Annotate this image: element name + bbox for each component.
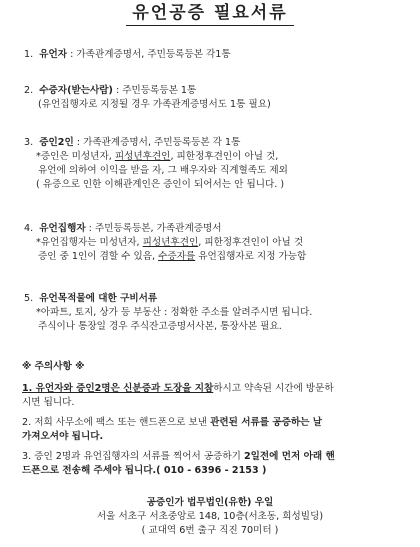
text-run: 수증자를: [158, 251, 196, 262]
text-run: *증인은 미성년자,: [36, 151, 115, 162]
text-run: [24, 236, 412, 250]
text-run: 3. 증인 2명과 유언집행자의 서류를 찍어서 공증하기: [22, 451, 244, 462]
text-run: , 피한정후견인이 아닐 것: [198, 237, 304, 248]
office-directions: ( 교대역 6번 출구 직진 70미터 ): [141, 525, 279, 536]
text-run: [24, 84, 412, 98]
text-run: [24, 150, 412, 164]
text-run: 3.: [24, 137, 34, 148]
text-run: 피성년후견인: [114, 151, 171, 162]
text-run: 2.: [24, 85, 34, 96]
text-run: 4.: [24, 223, 34, 234]
footer: [0, 496, 420, 538]
section-note: (유언집행자로 지정될 경우 가족관계증명서도 1통 필요): [38, 99, 271, 110]
text-run: 2일전에 먼저 아래 핸: [243, 451, 335, 462]
text-run: 증인 중 1인이 겸할 수 있음,: [38, 251, 159, 262]
text-run: 드폰으로 전송해 주세야 됩니다.( 010 - 6396 - 2153 ): [22, 465, 267, 476]
text-run: : 주민등록등본 1통: [112, 85, 197, 96]
text-run: *유언집행자는 미성년자,: [36, 237, 143, 248]
text-run: *아파트, 토지, 상가 등 부동산 : 정확한 주소를 알려주시면 됩니다.: [36, 307, 313, 318]
text-run: [24, 136, 412, 150]
text-run: , 피한정후견인이 아닐 것,: [170, 151, 279, 162]
text-run: 피성년후견인: [142, 237, 199, 248]
section-number: 1.: [24, 49, 34, 60]
document-title: [0, 2, 420, 24]
text-run: 하시고 약속된 시간에 방문하: [213, 383, 334, 394]
text-run: 가져오셔야 됩니다.: [22, 431, 104, 442]
text-run: [24, 48, 412, 62]
section-heading: 유언목적물에 대한 구비서류: [39, 293, 158, 304]
section-4: [24, 222, 412, 264]
text-run: 유언공증 필요서류: [126, 3, 293, 26]
text-run: 유언에 의하여 이익을 받을 자, 그 배우자와 직계혈족도 제외: [38, 165, 288, 176]
section-heading: 수증자(받는사람): [39, 85, 113, 96]
text-run: 5.: [24, 293, 34, 304]
section-5: [24, 292, 412, 334]
text-run: 1. 유언자와 증인2명은 신분증과 도장을 지참: [22, 383, 214, 394]
text-run: 관련된 서류를 공증하는 날: [210, 417, 323, 428]
section-3: [24, 136, 412, 192]
text-run: 시면 됩니다.: [22, 397, 75, 408]
section-1: [24, 48, 412, 62]
office-address: 서울 서초구 서초중앙로 148, 10층(서초동, 희성빌딩): [96, 511, 324, 522]
note-2: [22, 416, 412, 444]
section-heading: 증인2인: [39, 137, 74, 148]
text-run: ( 유증으로 인한 이해관계인은 증인이 되어서는 안 됩니다. ): [36, 179, 285, 190]
text-run: 주식이나 통장일 경우 주식잔고증명서사본, 통장사본 필요.: [38, 321, 282, 332]
text-run: [24, 292, 412, 306]
text-run: [24, 222, 412, 236]
notes-section: [22, 360, 412, 478]
text-run: [24, 250, 412, 264]
notes-heading: ※ 주의사항 ※: [22, 361, 85, 372]
text-run: : 가족관계증명서, 주민등록등본 각 1통: [73, 137, 241, 148]
note-3: [22, 450, 412, 478]
section-text: : 가족관계증명서, 주민등록등본 각1통: [67, 49, 231, 60]
text-run: : 주민등록등본, 가족관계증명서: [85, 223, 222, 234]
office-name: 공증인가 법무법인(유한) 우일: [146, 497, 274, 508]
text-run: 2. 저희 사무소에 팩스 또는 핸드폰으로 보낸: [22, 417, 211, 428]
section-heading: 유언집행자: [39, 223, 86, 234]
section-heading: 유언자: [39, 49, 68, 60]
section-2: [24, 84, 412, 112]
note-1: [22, 382, 412, 410]
text-run: 유언집행자로 지정 가능함: [195, 251, 307, 262]
